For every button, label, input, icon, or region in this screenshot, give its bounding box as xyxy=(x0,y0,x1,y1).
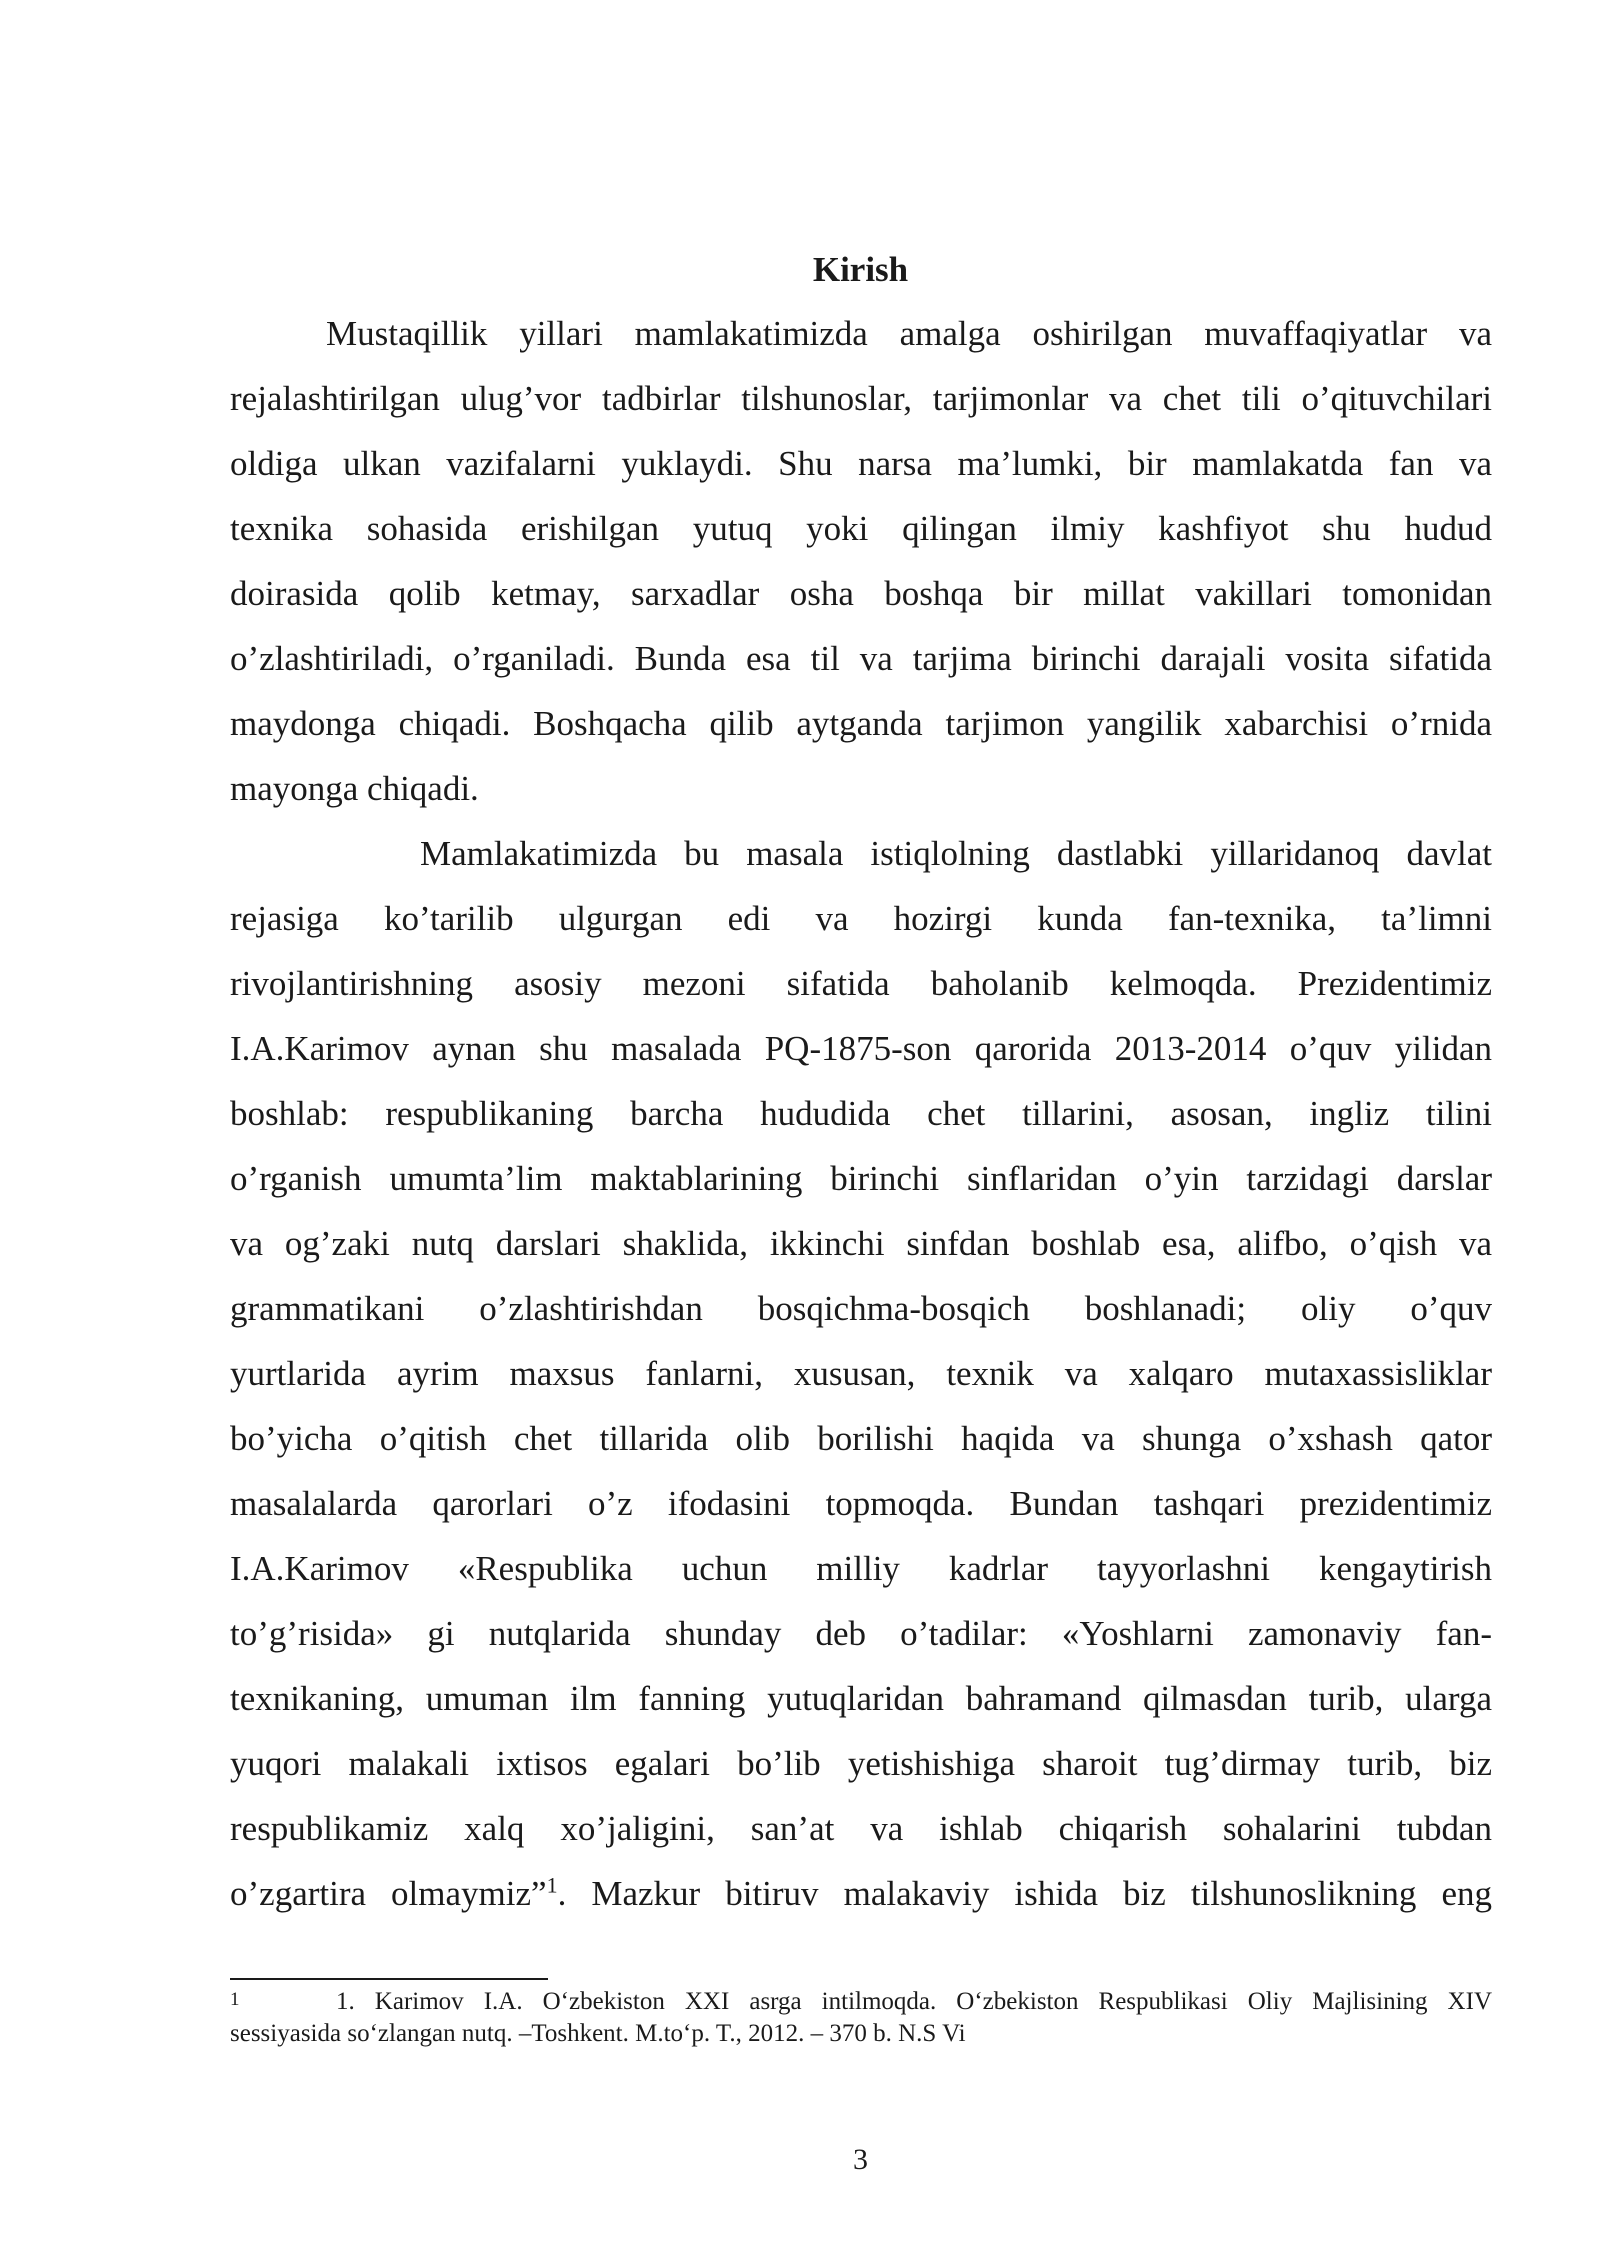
paragraph-2-line-17 xyxy=(230,1872,1492,1916)
footnote-line-1: 1. Karimov I.A. O‘zbekiston XXI asrga intilmoqda. O‘zbekiston Respublikasi Oliy Majlisining XIV xyxy=(336,1988,1492,2015)
paragraph-1-line-7: maydonga chiqadi. Boshqacha qilib aytganda tarjimon yangilik xabarchisi o’rnida xyxy=(230,704,1492,743)
paragraph-2-line-9: yurtlarida ayrim maxsus fanlarni, xususan, texnik va xalqaro mutaxassisliklar xyxy=(230,1354,1492,1393)
paragraph-1-line-5: doirasida qolib ketmay, sarxadlar osha boshqa bir millat vakillari tomonidan xyxy=(230,574,1492,613)
paragraph-2-line-6: o’rganish umumta’lim maktablarining birinchi sinflaridan o’yin tarzidagi darslar xyxy=(230,1159,1492,1198)
paragraph-2-line-14: texnikaning, umuman ilm fanning yutuqlaridan bahramand qilmasdan turib, ularga xyxy=(230,1679,1492,1718)
line-text-after-ref: . Mazkur bitiruv malakaviy ishida biz tilshunoslikning eng xyxy=(557,1874,1492,1913)
paragraph-2-line-8: grammatikani o’zlashtirishdan bosqichma-bosqich boshlanadi; oliy o’quv xyxy=(230,1289,1492,1328)
line-text-before-ref: o’zgartira olmaymiz” xyxy=(230,1874,547,1913)
paragraph-2-line-16: respublikamiz xalq xo’jaligini, san’at va ishlab chiqarish sohalarini tubdan xyxy=(230,1809,1492,1848)
page-number: 3 xyxy=(853,2143,868,2176)
paragraph-2-line-4: I.A.Karimov aynan shu masalada PQ-1875-son qarorida 2013-2014 o’quv yilidan xyxy=(230,1029,1492,1068)
footnote-line-2: sessiyasida so‘zlangan nutq. –Toshkent. M.to‘p. T., 2012. – 370 b. N.S Vi xyxy=(230,2020,966,2047)
paragraph-2-line-3: rivojlantirishning asosiy mezoni sifatida baholanib kelmoqda. Prezidentimiz xyxy=(230,964,1492,1003)
paragraph-2-line-10: bo’yicha o’qitish chet tillarida olib borilishi haqida va shunga o’xshash qator xyxy=(230,1419,1492,1458)
footnote-marker: 1 xyxy=(230,1989,240,2010)
paragraph-1-line-8: mayonga chiqadi. xyxy=(230,769,479,808)
paragraph-2-line-11: masalalarda qarorlari o’z ifodasini topmoqda. Bundan tashqari prezidentimiz xyxy=(230,1484,1492,1523)
paragraph-1-line-1: Mustaqillik yillari mamlakatimizda amalga oshirilgan muvaffaqiyatlar va xyxy=(326,314,1492,353)
paragraph-2-line-5: boshlab: respublikaning barcha hududida chet tillarini, asosan, ingliz tilini xyxy=(230,1094,1492,1133)
paragraph-1-line-3: oldiga ulkan vazifalarni yuklaydi. Shu narsa ma’lumki, bir mamlakatda fan va xyxy=(230,444,1492,483)
footnote-reference: 1 xyxy=(546,1872,558,1898)
paragraph-1-line-6: o’zlashtiriladi, o’rganiladi. Bunda esa til va tarjima birinchi darajali vosita sifatida xyxy=(230,639,1492,678)
paragraph-2-line-15: yuqori malakali ixtisos egalari bo’lib yetishishiga sharoit tug’dirmay turib, biz xyxy=(230,1744,1492,1783)
paragraph-2-line-13: to’g’risida» gi nutqlarida shunday deb o’tadilar: «Yoshlarni zamonaviy fan- xyxy=(230,1614,1492,1653)
section-heading: Kirish xyxy=(812,250,909,289)
paragraph-1-line-4: texnika sohasida erishilgan yutuq yoki qilingan ilmiy kashfiyot shu hudud xyxy=(230,509,1492,548)
paragraph-2-line-12: I.A.Karimov «Respublika uchun milliy kadrlar tayyorlashni kengaytirish xyxy=(230,1549,1492,1588)
footnote-separator xyxy=(230,1978,548,1980)
paragraph-1-line-2: rejalashtirilgan ulug’vor tadbirlar tilshunoslar, tarjimonlar va chet tili o’qituvchilari xyxy=(230,379,1492,418)
paragraph-2-line-2: rejasiga ko’tarilib ulgurgan edi va hozirgi kunda fan-texnika, ta’limni xyxy=(230,899,1492,938)
paragraph-2-line-1: Mamlakatimizda bu masala istiqlolning dastlabki yillaridanoq davlat xyxy=(420,834,1492,873)
paragraph-2-line-7: va og’zaki nutq darslari shaklida, ikkinchi sinfdan boshlab esa, alifbo, o’qish va xyxy=(230,1224,1492,1263)
